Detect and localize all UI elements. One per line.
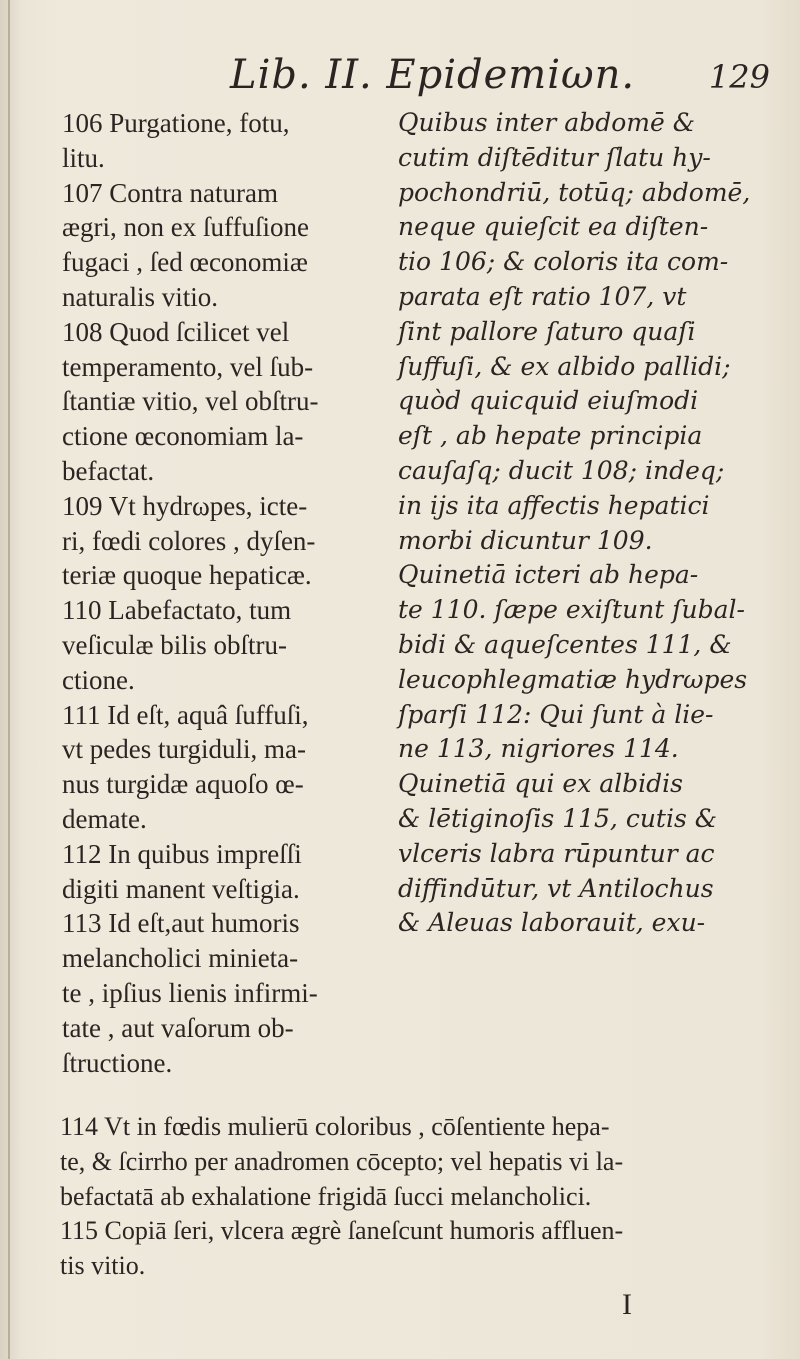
left-note-line: 107 Contra naturam xyxy=(62,177,278,208)
left-note-line: 113 Id eſt,aut humoris xyxy=(62,908,300,939)
right-text-line: diffindūtur, vt Antilochus xyxy=(398,873,714,903)
left-column-notes xyxy=(62,106,382,1080)
left-note-line: 108 Quod ſcilicet vel xyxy=(62,316,290,347)
left-note-line: tate , aut vaſorum ob- xyxy=(62,1012,294,1043)
full-note-line: te, & ſcirrho per anadromen cōcepto; vel hepatis vi la- xyxy=(60,1146,624,1176)
catchword: I xyxy=(622,1288,632,1321)
left-note-line: 112 In quibus impreſſi xyxy=(62,838,302,869)
full-note-line: tis vitio. xyxy=(60,1251,146,1281)
gutter-line xyxy=(8,0,10,1359)
right-text-line: in ijs ita affectis hepatici xyxy=(398,490,710,520)
right-text-line: parata eſt ratio 107, vt xyxy=(398,281,687,311)
right-text-line: cauſaſq; ducit 108; indeq; xyxy=(398,455,725,485)
left-note-line: befactat. xyxy=(62,455,155,486)
right-text-line: leucophlegmatiæ hydrωpes xyxy=(398,664,748,694)
right-text-line: cutim diſtēditur ſlatu hy- xyxy=(398,142,711,172)
left-note-line: melancholici minieta- xyxy=(62,943,299,974)
right-text-line: morbi dicuntur 109. xyxy=(398,525,653,555)
right-text-line: & lētiginoſis 115, cutis & xyxy=(398,803,717,833)
right-text-line: & Aleuas laborauit, exu- xyxy=(398,908,706,938)
right-text-line: ſparſi 112: Qui ſunt à lie- xyxy=(398,699,714,729)
right-text-line: bidi & aqueſcentes 111, & xyxy=(398,629,732,659)
left-note-line: digiti manent veſtigia. xyxy=(62,873,300,904)
right-text-line: ſint pallore ſaturo quaſi xyxy=(398,316,696,346)
left-note-line: ſtructione. xyxy=(62,1047,173,1078)
left-note-line: teriæ quoque hepaticæ. xyxy=(62,560,312,591)
left-note-line: naturalis vitio. xyxy=(62,281,218,312)
left-note-line: 111 Id eſt, aquâ ſuffuſi, xyxy=(62,699,309,730)
left-note-line: temperamento, vel ſub- xyxy=(62,351,314,382)
left-note-line: ctione œconomiam la- xyxy=(62,421,304,452)
right-text-line: ne 113, nigriores 114. xyxy=(398,734,679,764)
left-note-line: 106 Purgatione, fotu, xyxy=(62,108,290,138)
right-text-line: quòd quicquid eiuſmodi xyxy=(398,386,699,416)
right-column-text xyxy=(398,106,786,941)
left-note-line: ſtantiæ vitio, vel obſtru- xyxy=(62,386,319,417)
right-text-line: Quibus inter abdomē & xyxy=(398,108,695,137)
left-note-line: litu. xyxy=(62,142,105,173)
right-text-line: vlceris labra rūpuntur ac xyxy=(398,838,715,868)
left-note-line: veſiculæ bilis obſtru- xyxy=(62,629,287,660)
right-text-line: tio 106; & coloris ita com- xyxy=(398,247,729,277)
running-head-title: Lib. II. Epidemiωn. xyxy=(230,52,636,98)
full-note-line: 114 Vt in fœdis mulierū coloribus , cōſentiente hepa- xyxy=(60,1112,610,1141)
right-text-line: pochondriū, totūq; abdomē, xyxy=(398,177,751,207)
full-note-line: befactatā ab exhalatione frigidā ſucci melancholici. xyxy=(60,1181,592,1211)
right-text-line: neque quieſcit ea diſten- xyxy=(398,212,709,242)
right-text-line: ſuffuſi, & ex albido pallidi; xyxy=(398,351,731,381)
left-note-line: vt pedes turgiduli, ma- xyxy=(62,734,306,765)
left-note-line: demate. xyxy=(62,803,147,834)
page-number: 129 xyxy=(708,58,770,96)
running-head xyxy=(230,52,790,102)
full-width-notes xyxy=(60,1110,780,1284)
right-text-line: eſt , ab hepate principia xyxy=(398,421,703,451)
full-note-line: 115 Copiā ſeri, vlcera ægrè ſaneſcunt humoris affluen- xyxy=(60,1216,624,1246)
left-note-line: fugaci , ſed œconomiæ xyxy=(62,247,308,278)
left-note-line: 110 Labefactato, tum xyxy=(62,595,292,626)
left-note-line: ægri, non ex ſuffuſione xyxy=(62,212,309,243)
left-note-line: ri, fœdi colores , dyſen- xyxy=(62,525,316,556)
left-note-line: ctione. xyxy=(62,664,135,695)
right-text-line: Quinetiā icteri ab hepa- xyxy=(398,560,699,590)
right-text-line: te 110. ſæpe exiſtunt ſubal- xyxy=(398,595,745,625)
right-text-line: Quinetiā qui ex albidis xyxy=(398,769,683,799)
left-note-line: nus turgidæ aquoſo œ- xyxy=(62,769,304,800)
left-note-line: 109 Vt hydrωpes, icte- xyxy=(62,490,308,521)
left-note-line: te , ipſius lienis infirmi- xyxy=(62,977,318,1008)
